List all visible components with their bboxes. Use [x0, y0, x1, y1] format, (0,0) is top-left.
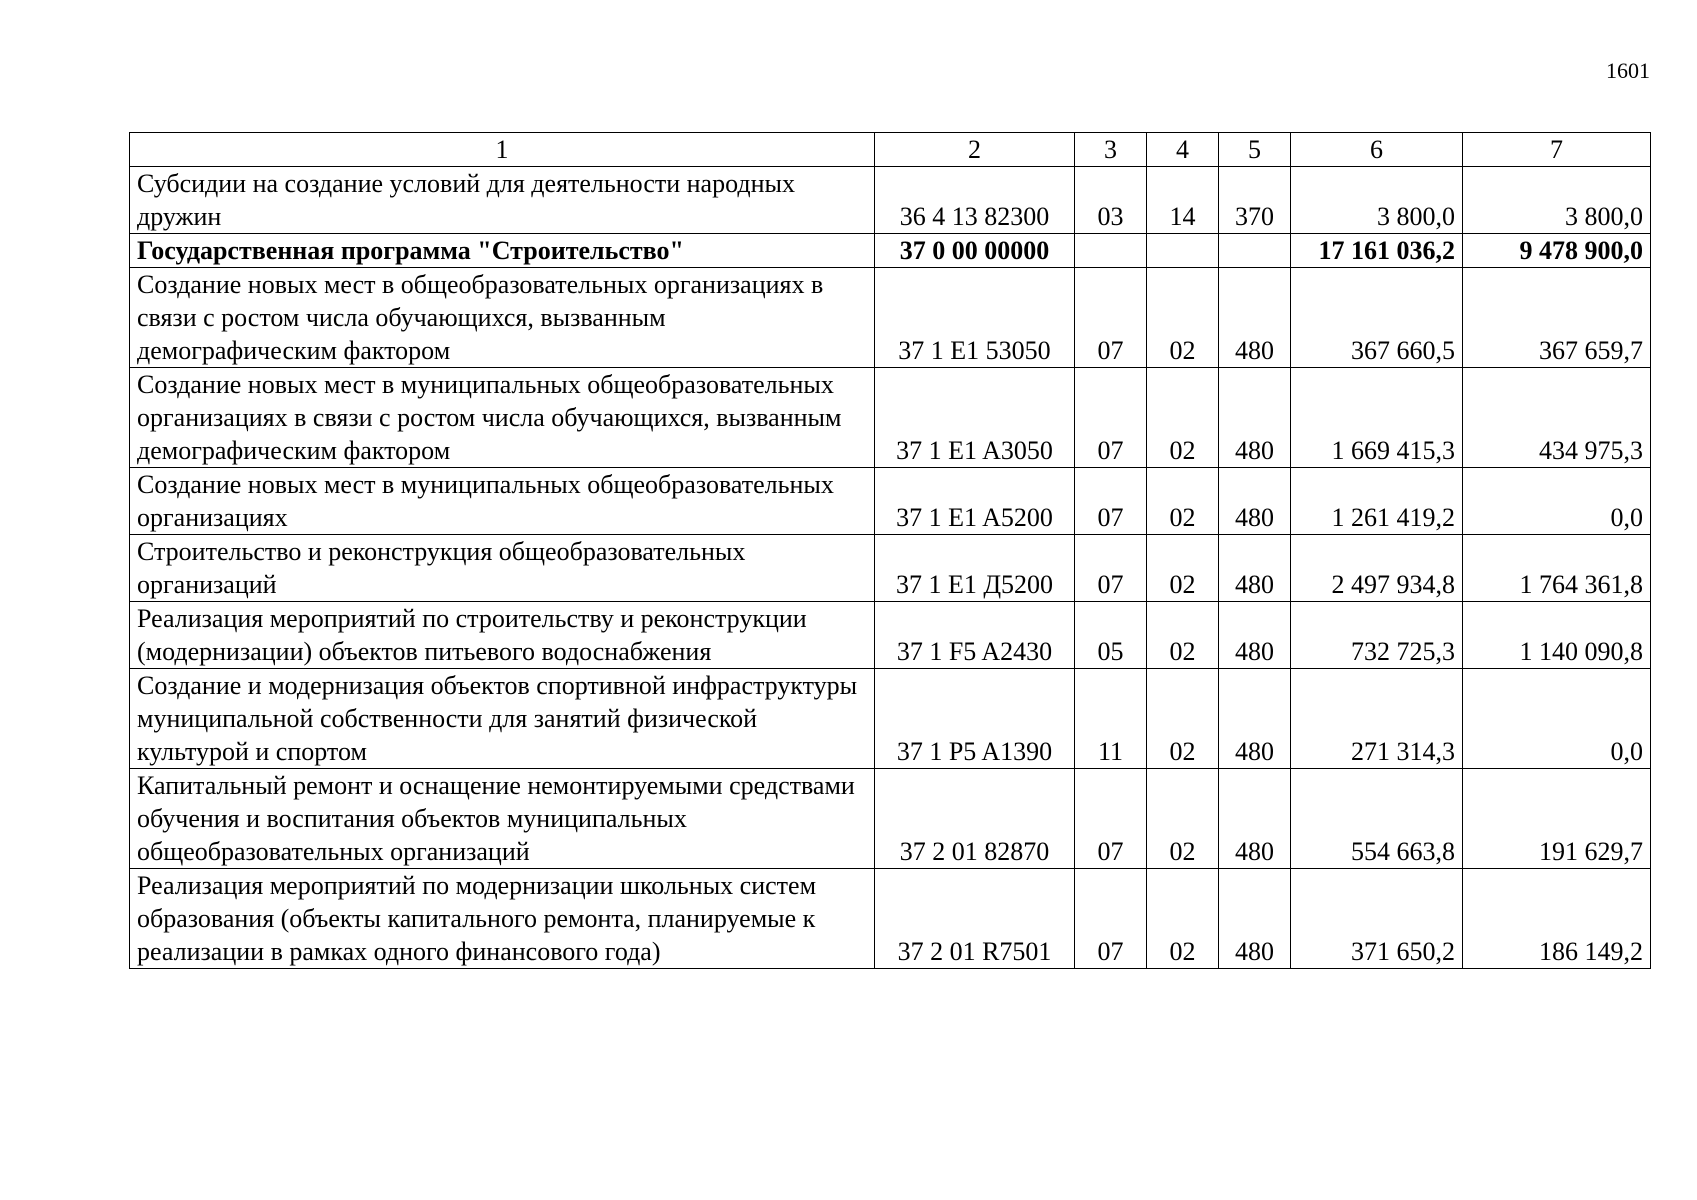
row-subsection: 02 [1147, 268, 1219, 368]
row-name: Создание новых мест в муниципальных общеобразовательных организациях в связи с ростом числа обучающихся, вызванным демографическим фактором [130, 368, 875, 468]
row-expense-type: 480 [1219, 669, 1291, 769]
row-name: Государственная программа "Строительство" [130, 234, 875, 268]
row-expense-type: 480 [1219, 869, 1291, 969]
page-number: 1601 [1606, 58, 1650, 83]
row-subsection: 14 [1147, 167, 1219, 234]
header-col-4: 4 [1147, 133, 1219, 167]
row-name: Создание новых мест в общеобразовательных организациях в связи с ростом числа обучающихся, вызванным демографическим фактором [130, 268, 875, 368]
row-code: 37 1 P5 A1390 [875, 669, 1075, 769]
row-code: 37 1 E1 A3050 [875, 368, 1075, 468]
row-section: 07 [1075, 368, 1147, 468]
row-subsection: 02 [1147, 368, 1219, 468]
row-amount-col6: 1 261 419,2 [1291, 468, 1463, 535]
row-section [1075, 234, 1147, 268]
row-name: Создание новых мест в муниципальных общеобразовательных организациях [130, 468, 875, 535]
row-expense-type [1219, 234, 1291, 268]
table-row [130, 368, 1651, 468]
row-amount-col7: 434 975,3 [1463, 368, 1651, 468]
row-amount-col7: 0,0 [1463, 468, 1651, 535]
row-expense-type: 480 [1219, 368, 1291, 468]
row-name: Реализация мероприятий по модернизации школьных систем образования (объекты капитального ремонта, планируемые к реализации в рамках одного финансового года) [130, 869, 875, 969]
row-expense-type: 480 [1219, 268, 1291, 368]
header-col-5: 5 [1219, 133, 1291, 167]
row-amount-col7: 1 140 090,8 [1463, 602, 1651, 669]
row-expense-type: 480 [1219, 769, 1291, 869]
row-amount-col6: 371 650,2 [1291, 869, 1463, 969]
row-amount-col6: 554 663,8 [1291, 769, 1463, 869]
table-row-program [130, 234, 1651, 268]
row-amount-col6: 3 800,0 [1291, 167, 1463, 234]
row-subsection: 02 [1147, 769, 1219, 869]
table-row [130, 869, 1651, 969]
row-section: 05 [1075, 602, 1147, 669]
row-code: 37 1 E1 53050 [875, 268, 1075, 368]
row-section: 07 [1075, 769, 1147, 869]
table-row [130, 669, 1651, 769]
row-section: 03 [1075, 167, 1147, 234]
row-amount-col6: 367 660,5 [1291, 268, 1463, 368]
row-section: 07 [1075, 535, 1147, 602]
row-amount-col6: 1 669 415,3 [1291, 368, 1463, 468]
row-expense-type: 370 [1219, 167, 1291, 234]
row-section: 07 [1075, 268, 1147, 368]
row-name: Капитальный ремонт и оснащение немонтируемыми средствами обучения и воспитания объектов муниципальных общеобразовательных организаций [130, 769, 875, 869]
budget-table [129, 132, 1651, 969]
row-expense-type: 480 [1219, 468, 1291, 535]
row-name: Субсидии на создание условий для деятельности народных дружин [130, 167, 875, 234]
row-amount-col6: 2 497 934,8 [1291, 535, 1463, 602]
row-expense-type: 480 [1219, 535, 1291, 602]
table-row [130, 468, 1651, 535]
row-subsection: 02 [1147, 669, 1219, 769]
row-code: 37 2 01 82870 [875, 769, 1075, 869]
header-row [130, 133, 1651, 167]
row-subsection: 02 [1147, 602, 1219, 669]
row-amount-col7: 9 478 900,0 [1463, 234, 1651, 268]
row-amount-col7: 186 149,2 [1463, 869, 1651, 969]
row-subsection: 02 [1147, 468, 1219, 535]
row-code: 37 1 E1 A5200 [875, 468, 1075, 535]
row-code: 37 1 F5 A2430 [875, 602, 1075, 669]
row-amount-col6: 17 161 036,2 [1291, 234, 1463, 268]
row-code: 37 0 00 00000 [875, 234, 1075, 268]
header-col-1: 1 [130, 133, 875, 167]
row-name: Реализация мероприятий по строительству и реконструкции (модернизации) объектов питьевого водоснабжения [130, 602, 875, 669]
row-expense-type: 480 [1219, 602, 1291, 669]
table-row [130, 167, 1651, 234]
row-amount-col6: 271 314,3 [1291, 669, 1463, 769]
row-code: 37 2 01 R7501 [875, 869, 1075, 969]
header-col-2: 2 [875, 133, 1075, 167]
row-subsection [1147, 234, 1219, 268]
row-name: Создание и модернизация объектов спортивной инфраструктуры муниципальной собственности для занятий физической культурой и спортом [130, 669, 875, 769]
table-row [130, 268, 1651, 368]
table-row [130, 769, 1651, 869]
row-subsection: 02 [1147, 869, 1219, 969]
header-col-3: 3 [1075, 133, 1147, 167]
table-body [130, 167, 1651, 969]
table-row [130, 602, 1651, 669]
row-section: 11 [1075, 669, 1147, 769]
table-row [130, 535, 1651, 602]
row-section: 07 [1075, 869, 1147, 969]
row-amount-col7: 3 800,0 [1463, 167, 1651, 234]
row-code: 37 1 E1 Д5200 [875, 535, 1075, 602]
row-amount-col7: 0,0 [1463, 669, 1651, 769]
row-section: 07 [1075, 468, 1147, 535]
header-col-7: 7 [1463, 133, 1651, 167]
row-code: 36 4 13 82300 [875, 167, 1075, 234]
row-amount-col7: 1 764 361,8 [1463, 535, 1651, 602]
row-amount-col7: 367 659,7 [1463, 268, 1651, 368]
header-col-6: 6 [1291, 133, 1463, 167]
row-amount-col6: 732 725,3 [1291, 602, 1463, 669]
row-amount-col7: 191 629,7 [1463, 769, 1651, 869]
row-name: Строительство и реконструкция общеобразовательных организаций [130, 535, 875, 602]
row-subsection: 02 [1147, 535, 1219, 602]
